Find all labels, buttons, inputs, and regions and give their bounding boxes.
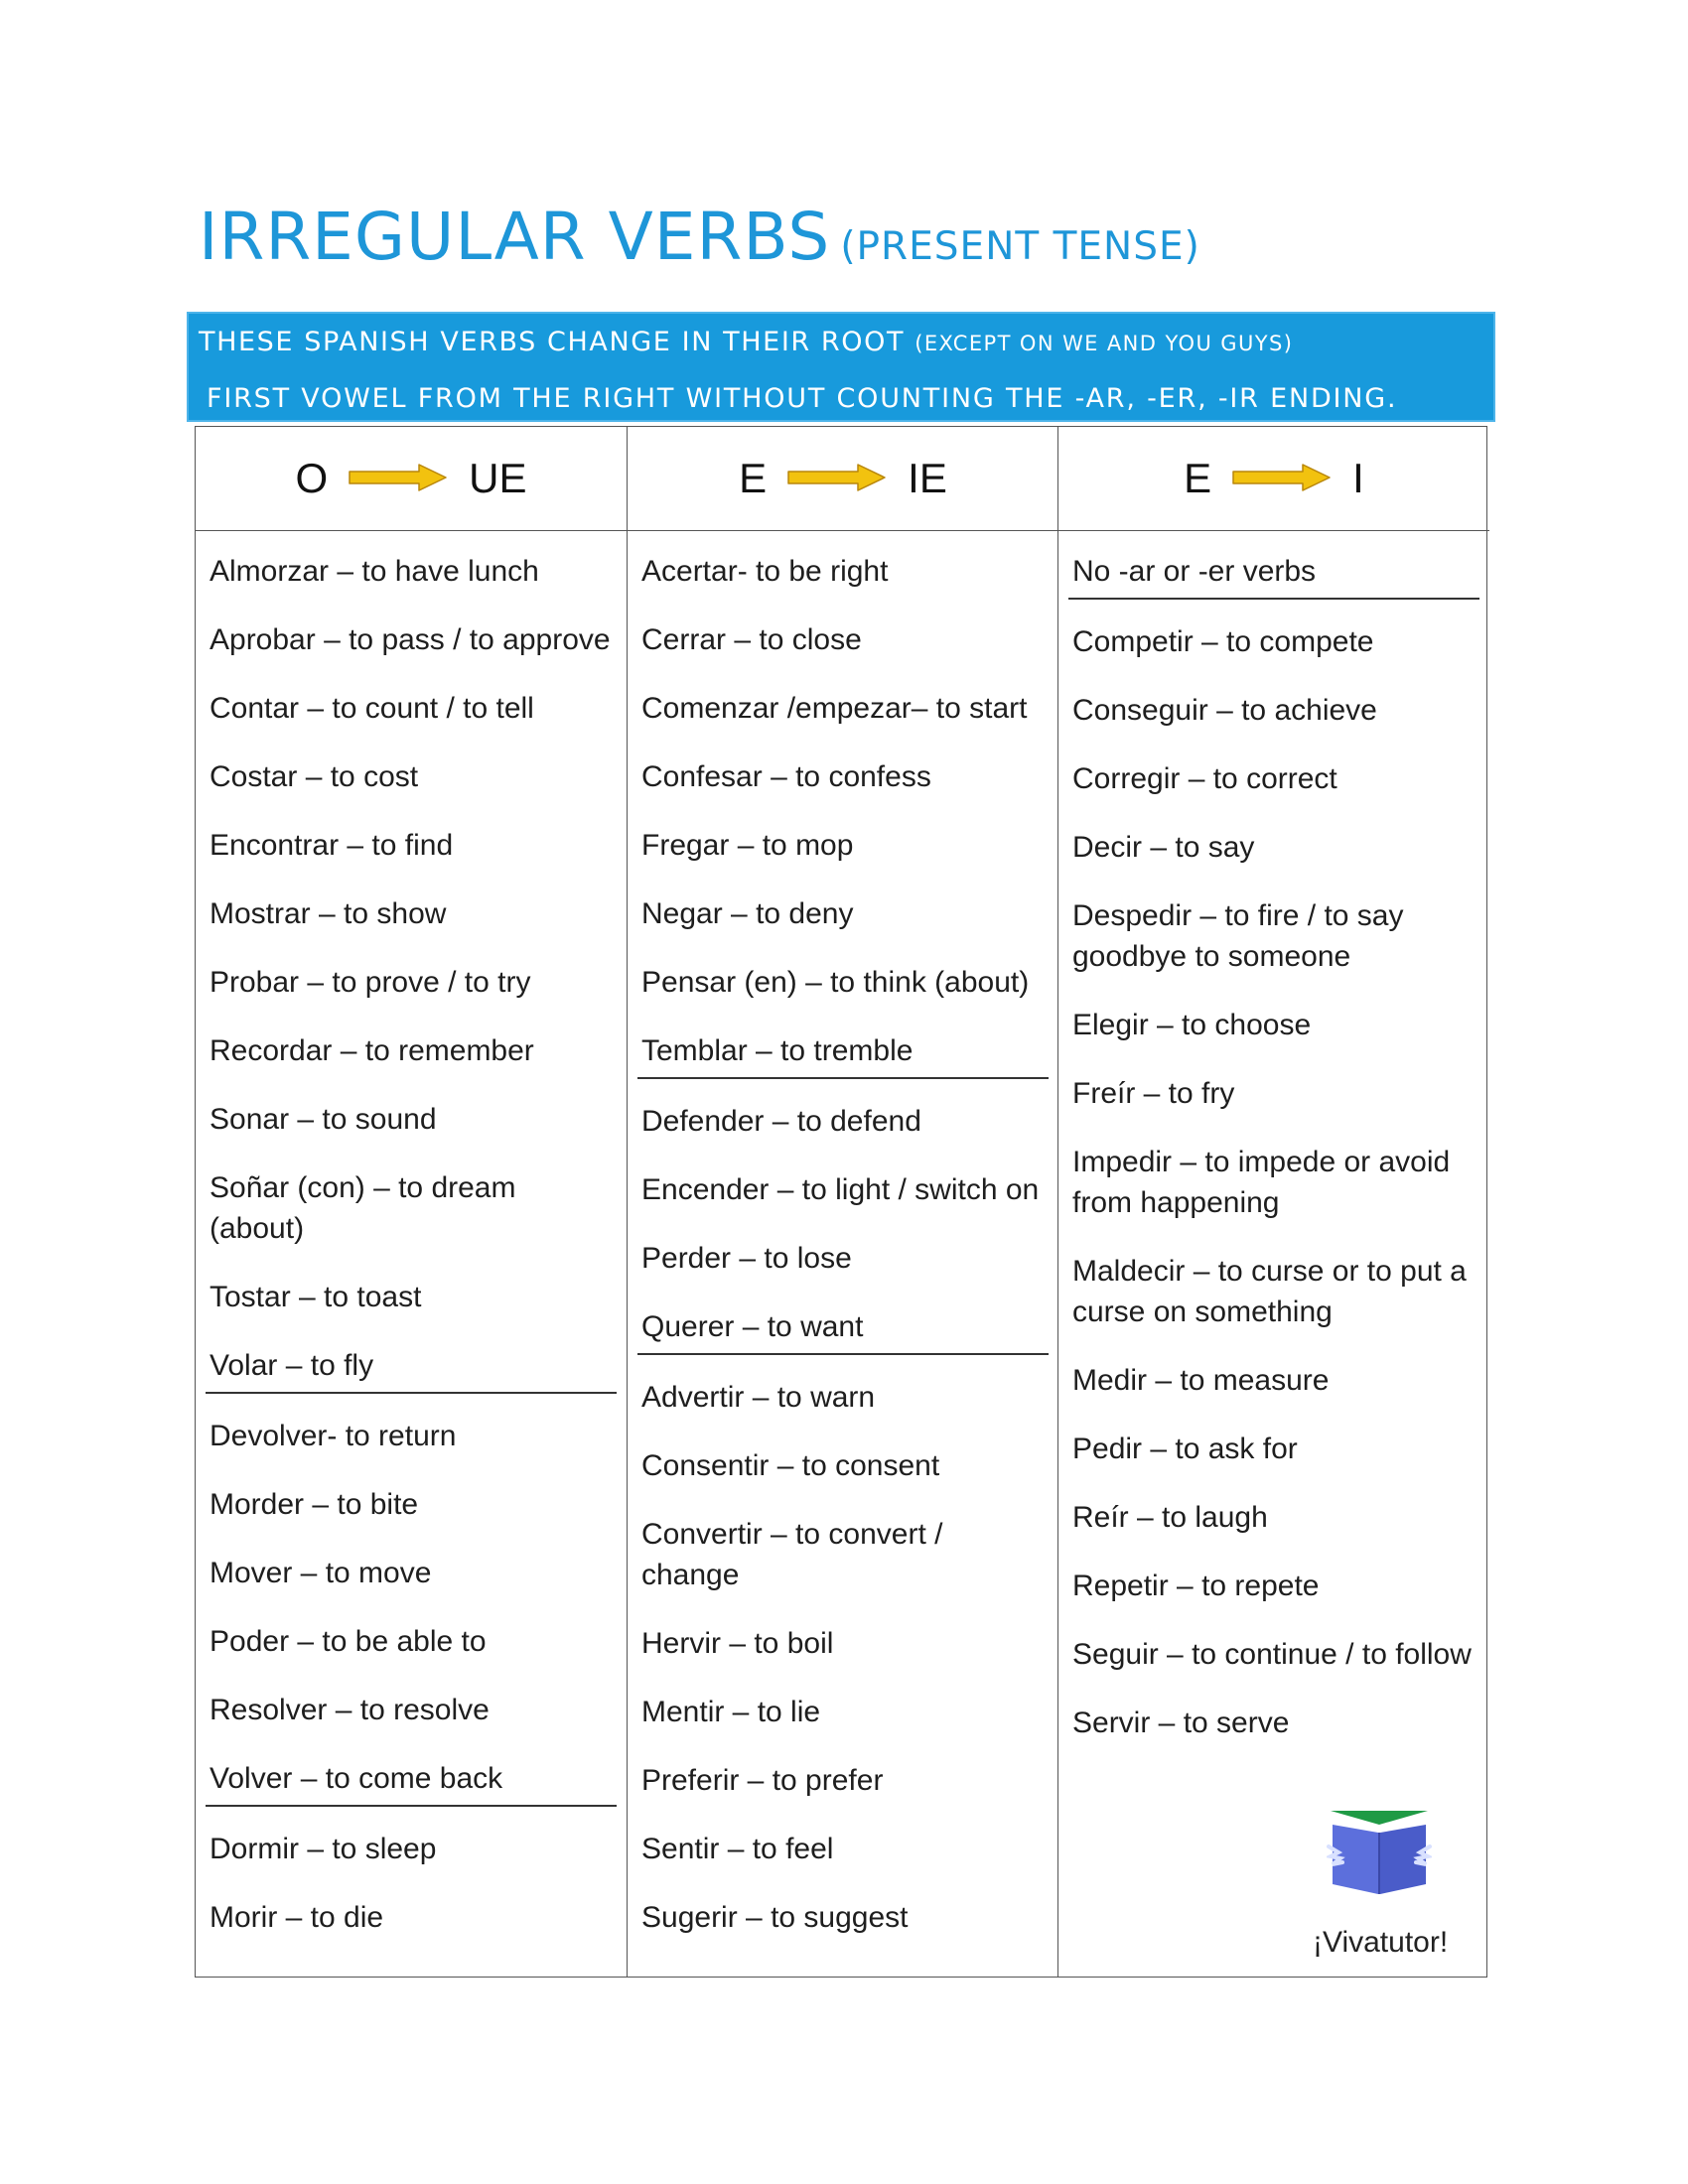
verb-item: Preferir – to prefer xyxy=(641,1764,884,1797)
verb-item: Sugerir – to suggest xyxy=(641,1901,909,1934)
verb-item: Elegir – to choose xyxy=(1072,1009,1312,1041)
verb-item: Perder – to lose xyxy=(641,1242,852,1275)
banner-line-1-text: THESE SPANISH VERBS CHANGE IN THEIR ROOT xyxy=(199,327,906,357)
banner-line-2: FIRST VOWEL FROM THE RIGHT WITHOUT COUNTING THE -AR, -ER, -IR ENDING. xyxy=(207,383,1398,414)
to-vowel: IE xyxy=(908,455,947,501)
brand-name: ¡Vivatutor! xyxy=(1313,1926,1449,1959)
verb-item: Devolver- to return xyxy=(210,1420,457,1452)
verb-item: Probar – to prove / to try xyxy=(210,966,531,999)
verb-item: Impedir – to impede or avoid from happening xyxy=(1072,1146,1451,1219)
vivatutor-logo xyxy=(1327,1809,1432,1896)
verb-item: Defender – to defend xyxy=(641,1105,921,1138)
verb-item: Volver – to come back xyxy=(210,1762,503,1795)
verb-list xyxy=(196,531,627,1966)
verb-list xyxy=(1058,531,1489,1771)
verb-item: Sonar – to sound xyxy=(210,1103,437,1136)
verb-item: Medir – to measure xyxy=(1072,1364,1330,1397)
from-vowel: E xyxy=(739,455,768,501)
to-vowel: I xyxy=(1352,455,1364,501)
verb-group xyxy=(1072,621,1477,1771)
verb-item: Competir – to compete xyxy=(1072,625,1374,658)
verb-group xyxy=(210,1829,615,1966)
verb-item: Negar – to deny xyxy=(641,897,854,930)
column-e-i xyxy=(1057,427,1489,1977)
verb-item: Volar – to fly xyxy=(210,1349,374,1382)
verb-item: Mostrar – to show xyxy=(210,897,447,930)
verb-group xyxy=(641,1377,1047,1966)
to-vowel: UE xyxy=(469,455,527,501)
title-main: IRREGULAR VERBS xyxy=(199,199,831,275)
verb-list xyxy=(628,531,1058,1966)
verb-item: Despedir – to fire / to say goodbye to someone xyxy=(1072,899,1404,973)
column-header xyxy=(196,427,627,531)
verb-item: Convertir – to convert / change xyxy=(641,1518,943,1591)
verb-item: Sentir – to feel xyxy=(641,1833,834,1865)
column-o-ue xyxy=(196,427,627,1977)
column-header xyxy=(628,427,1058,531)
verb-item: Pedir – to ask for xyxy=(1072,1433,1298,1465)
page-title xyxy=(199,199,1200,275)
verb-item: Tostar – to toast xyxy=(210,1281,422,1313)
title-subtitle: (PRESENT TENSE) xyxy=(840,224,1200,269)
verb-item: Consentir – to consent xyxy=(641,1449,940,1482)
arrow-right-icon xyxy=(348,455,449,502)
verb-item: Mentir – to lie xyxy=(641,1696,821,1728)
verb-item: Poder – to be able to xyxy=(210,1625,487,1658)
verb-item: Costar – to cost xyxy=(210,760,419,793)
verb-group xyxy=(1068,551,1479,600)
verb-item: Temblar – to tremble xyxy=(641,1034,914,1067)
verb-item: Freír – to fry xyxy=(1072,1077,1235,1110)
verb-group xyxy=(206,1416,617,1807)
verb-item: Maldecir – to curse or to put a curse on something xyxy=(1072,1255,1467,1328)
verb-item: Confesar – to confess xyxy=(641,760,931,793)
verb-item: Conseguir – to achieve xyxy=(1072,694,1377,727)
verb-item: Soñar (con) – to dream (about) xyxy=(210,1171,516,1245)
banner-line-1 xyxy=(199,327,1293,357)
verb-item: Repetir – to repete xyxy=(1072,1570,1320,1602)
verb-item: Aprobar – to pass / to approve xyxy=(210,623,611,656)
verb-item: Querer – to want xyxy=(641,1310,864,1343)
banner-line-1-note: (EXCEPT ON WE AND YOU GUYS) xyxy=(914,332,1294,355)
verb-group xyxy=(637,1101,1049,1355)
from-vowel: E xyxy=(1184,455,1212,501)
arrow-right-icon xyxy=(786,455,888,502)
verb-item: Pensar (en) – to think (about) xyxy=(641,966,1030,999)
verb-item: Seguir – to continue / to follow xyxy=(1072,1638,1472,1671)
verb-item: Fregar – to mop xyxy=(641,829,854,862)
verb-item: Almorzar – to have lunch xyxy=(210,555,539,588)
verb-item: Contar – to count / to tell xyxy=(210,692,534,725)
column-e-ie xyxy=(627,427,1058,1977)
verb-item: Corregir – to correct xyxy=(1072,762,1337,795)
verb-item: Encontrar – to find xyxy=(210,829,454,862)
verb-item: No -ar or -er verbs xyxy=(1072,555,1317,588)
verb-item: Advertir – to warn xyxy=(641,1381,876,1414)
arrow-right-icon xyxy=(1231,455,1333,502)
verb-item: Reír – to laugh xyxy=(1072,1501,1268,1534)
verb-item: Resolver – to resolve xyxy=(210,1694,490,1726)
info-banner xyxy=(187,312,1495,422)
verb-item: Morir – to die xyxy=(210,1901,384,1934)
verb-item: Mover – to move xyxy=(210,1557,432,1589)
verb-item: Acertar- to be right xyxy=(641,555,889,588)
verb-item: Servir – to serve xyxy=(1072,1706,1290,1739)
verb-item: Decir – to say xyxy=(1072,831,1255,864)
verb-group xyxy=(637,551,1049,1079)
verb-item: Cerrar – to close xyxy=(641,623,862,656)
from-vowel: O xyxy=(295,455,329,501)
verb-item: Morder – to bite xyxy=(210,1488,419,1521)
verb-item: Hervir – to boil xyxy=(641,1627,834,1660)
verb-item: Recordar – to remember xyxy=(210,1034,534,1067)
verb-group xyxy=(206,551,617,1394)
verb-item: Encender – to light / switch on xyxy=(641,1173,1040,1206)
column-header xyxy=(1058,427,1489,531)
verb-item: Dormir – to sleep xyxy=(210,1833,437,1865)
verb-table xyxy=(195,426,1487,1978)
verb-item: Comenzar /empezar– to start xyxy=(641,692,1028,725)
